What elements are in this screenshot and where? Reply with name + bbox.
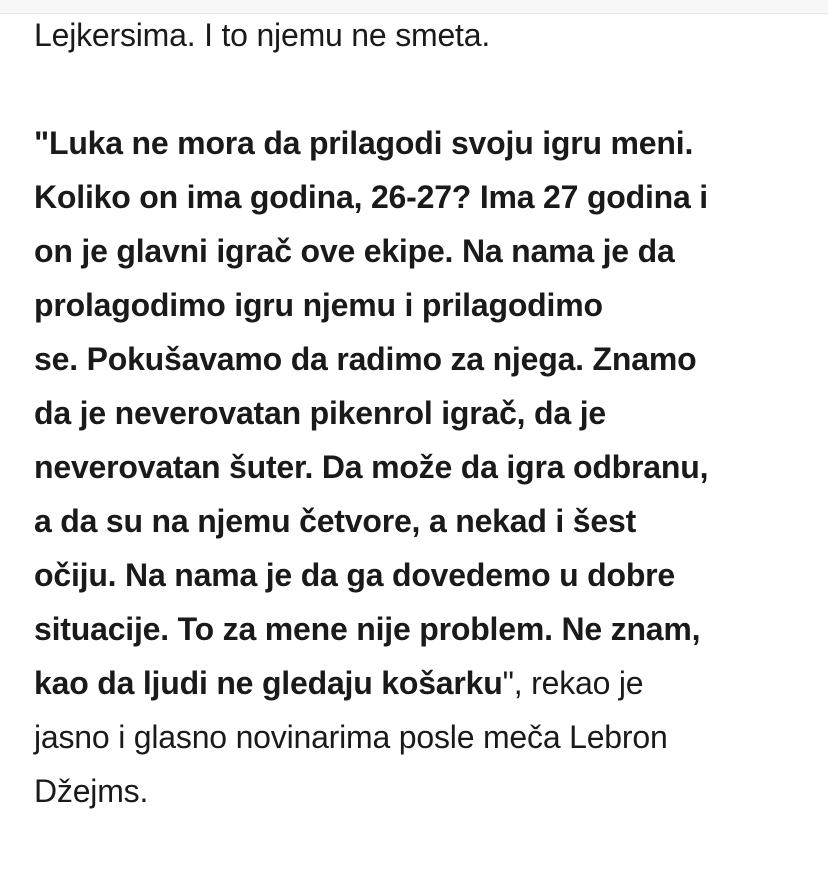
quote-line: situacije. To za mene nije problem. Ne znam, (34, 611, 701, 647)
intro-line: Lejkersima. I to njemu ne smeta. (34, 17, 491, 53)
quote-end-regular: ", rekao je (502, 665, 644, 701)
quote-line: a da su na njemu četvore, a nekad i šest (34, 503, 637, 539)
quote-final-line (34, 656, 804, 710)
quote-line: očiju. Na nama je da ga dovedemo u dobre (34, 557, 676, 593)
quote-line: Koliko on ima godina, 26-27? Ima 27 godina i (34, 179, 708, 215)
quote-end-bold: kao da ljudi ne gledaju košarku (34, 665, 503, 701)
article-body (34, 8, 804, 818)
quote-line: "Luka ne mora da prilagodi svoju igru meni. (34, 125, 694, 161)
quote-line: on je glavni igrač ove ekipe. Na nama je da (34, 233, 675, 269)
paragraph-gap (34, 62, 804, 116)
intro-paragraph (34, 8, 804, 62)
quote-line: neverovatan šuter. Da može da igra odbranu, (34, 449, 709, 485)
closing-line: Džejms. (34, 773, 149, 809)
quote-line: prolagodimo igru njemu i prilagodimo (34, 287, 603, 323)
quote-line: se. Pokušavamo da radimo za njega. Znamo (34, 341, 697, 377)
quote-paragraph (34, 116, 804, 818)
closing-line: jasno i glasno novinarima posle meča Lebron (34, 719, 668, 755)
quote-line: da je neverovatan pikenrol igrač, da je (34, 395, 606, 431)
